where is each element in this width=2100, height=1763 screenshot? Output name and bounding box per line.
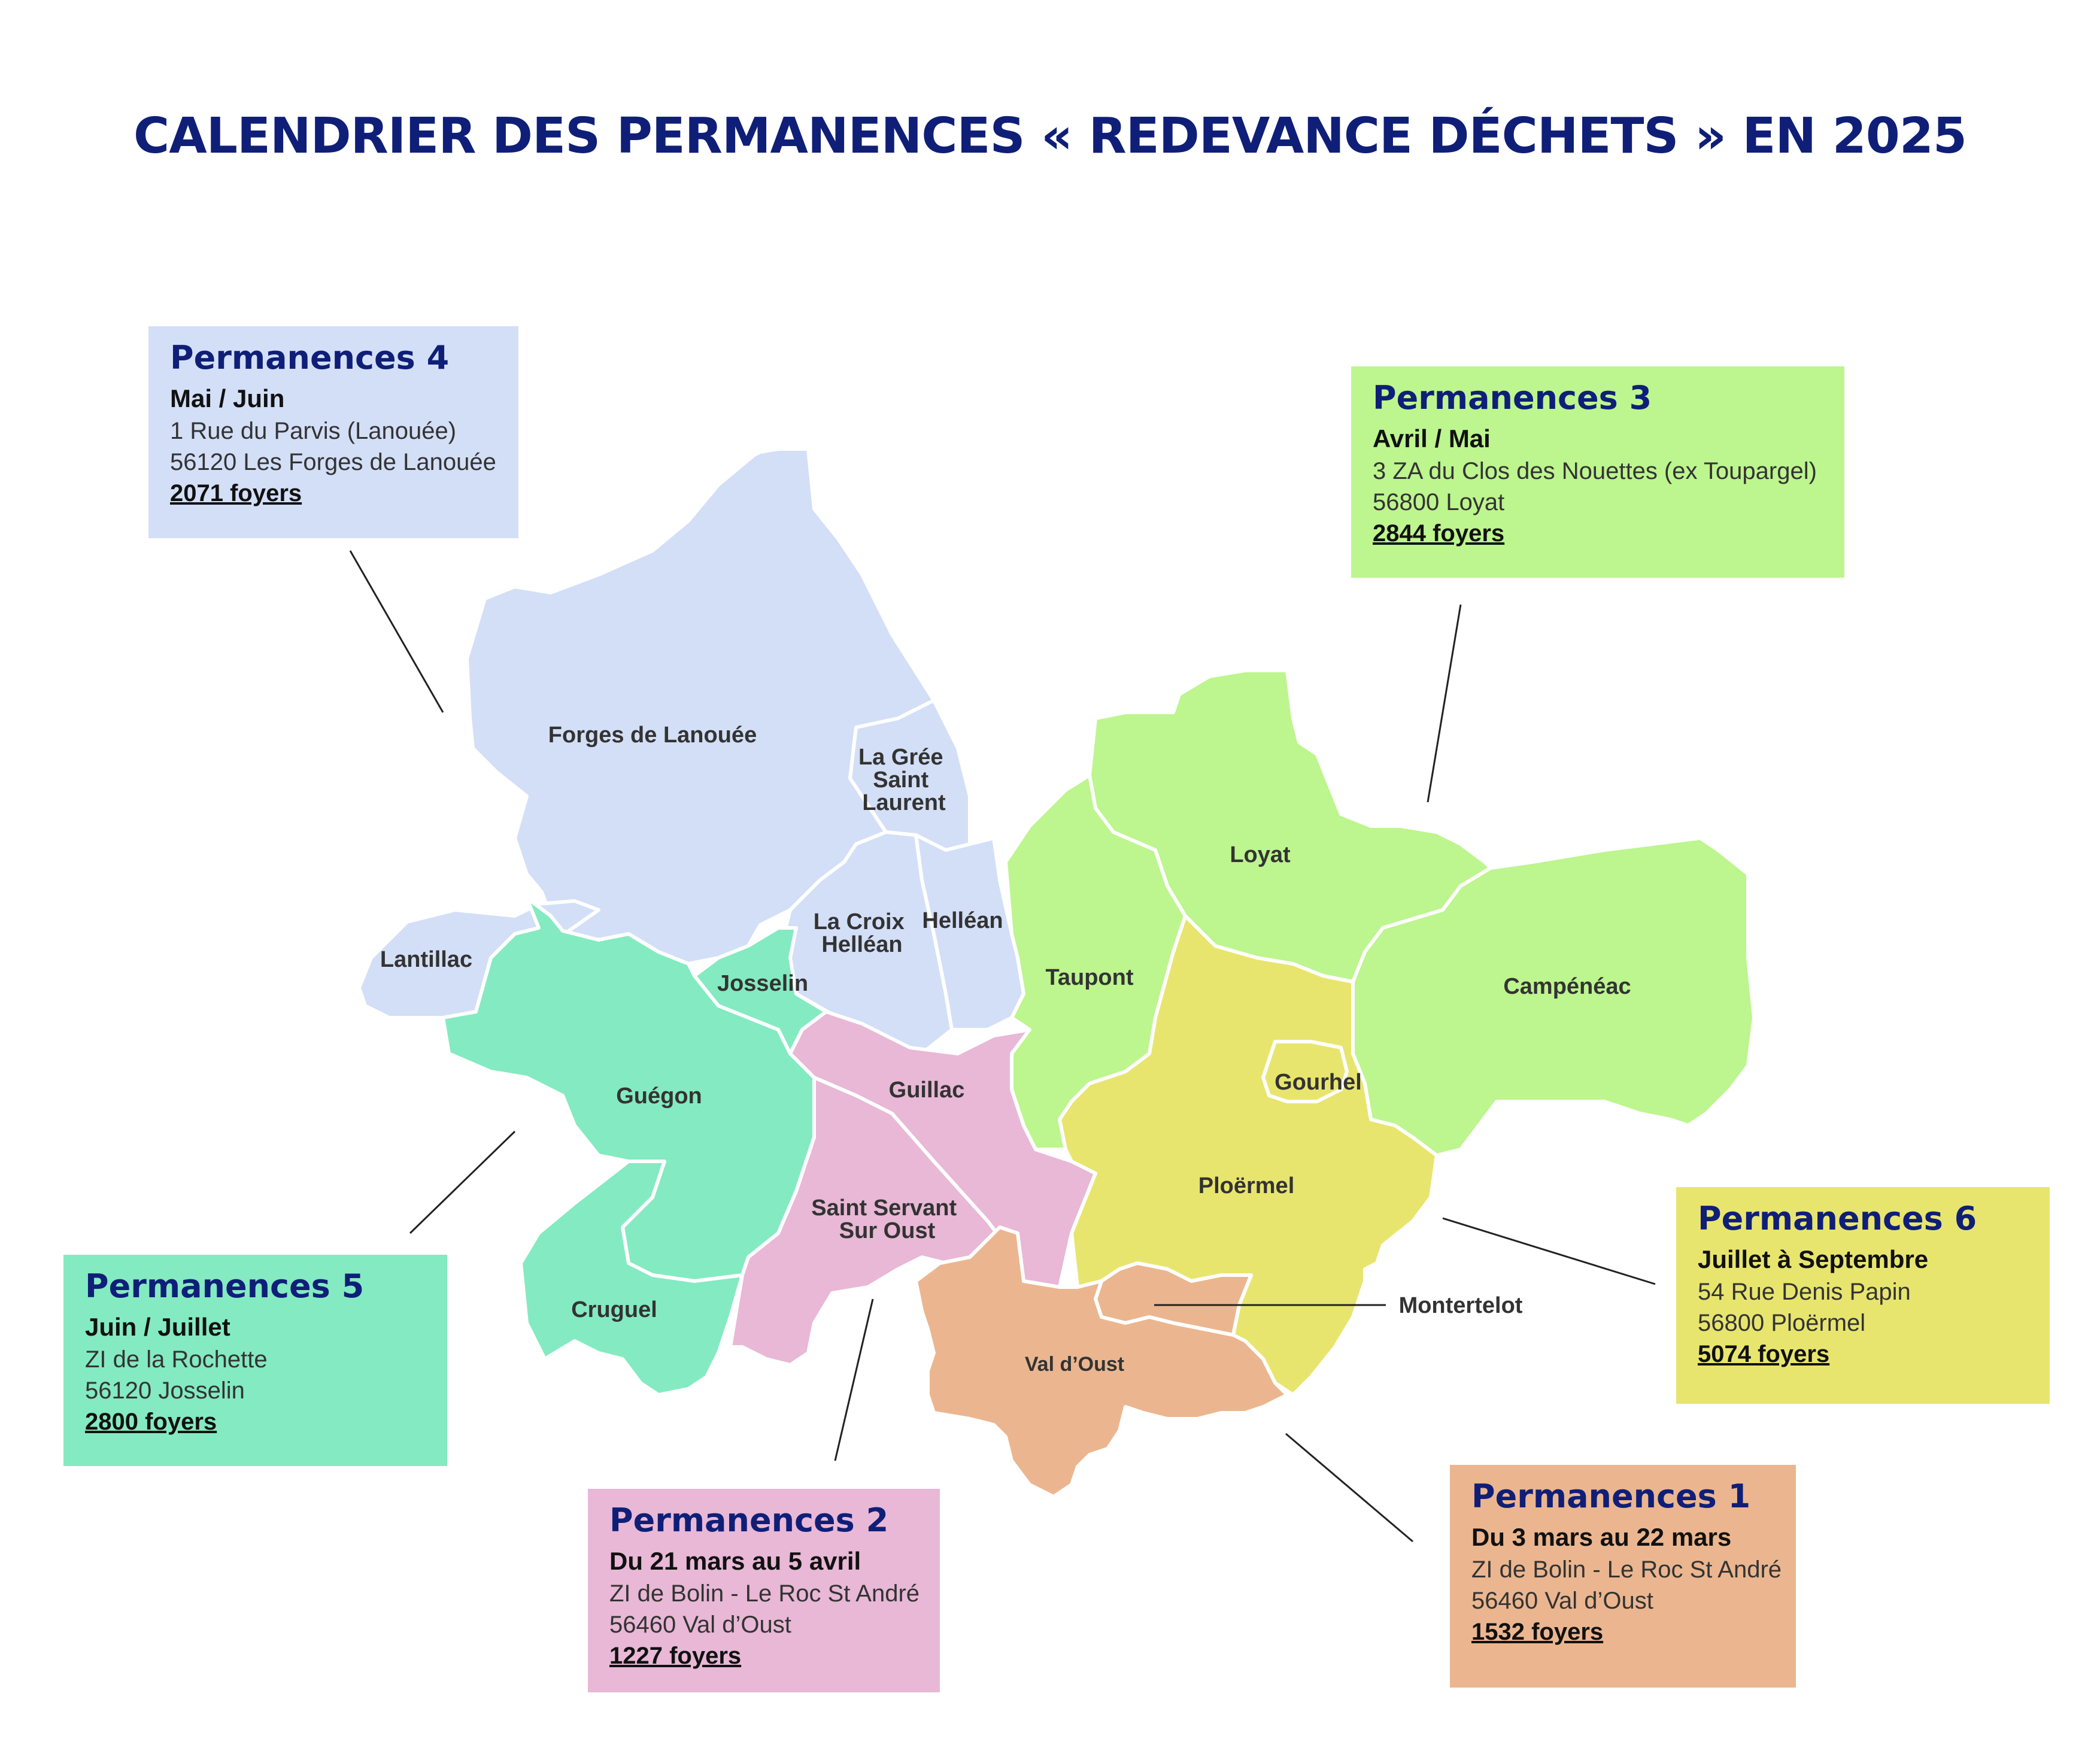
- label-la-croix-line2: Helléan: [821, 932, 903, 957]
- label-la-croix-line1: La Croix: [813, 909, 905, 934]
- card-period: Avril / Mai: [1373, 424, 1491, 453]
- label-cruguel: Cruguel: [571, 1297, 657, 1322]
- card-address-line1: ZI de la Rochette: [85, 1346, 268, 1373]
- card-address-line2: 56460 Val d’Oust: [1471, 1587, 1653, 1614]
- card-title: Permanences 1: [1471, 1477, 1751, 1515]
- card-title: Permanences 3: [1373, 379, 1652, 417]
- label-val-doust: Val d’Oust: [1024, 1353, 1125, 1376]
- card-period: Juillet à Septembre: [1698, 1245, 1929, 1274]
- card-foyers: 2071 foyers: [170, 480, 302, 506]
- card-address-line1: 1 Rue du Parvis (Lanouée): [170, 417, 457, 444]
- card-permanences-6: [1676, 1187, 2050, 1404]
- card-foyers: 1532 foyers: [1471, 1618, 1604, 1645]
- card-address-line2: 56120 Josselin: [85, 1377, 245, 1404]
- leader-line-p5: [410, 1131, 515, 1233]
- label-guegon: Guégon: [616, 1084, 702, 1109]
- label-campeneac: Campénéac: [1503, 974, 1631, 999]
- leader-line-p1: [1286, 1434, 1413, 1542]
- label-la-croix-helleans: [814, 909, 911, 957]
- label-josselin: Josselin: [717, 971, 809, 996]
- page-title: CALENDRIER DES PERMANENCES « REDEVANCE DÉCHETS » EN 2025: [133, 108, 1967, 165]
- card-address-line2: 56460 Val d’Oust: [609, 1611, 791, 1638]
- card-address-line2: 56800 Ploërmel: [1698, 1309, 1866, 1336]
- label-saint-servant-line2: Sur Oust: [839, 1218, 936, 1243]
- card-title: Permanences 6: [1698, 1200, 1977, 1237]
- card-foyers: 1227 foyers: [609, 1642, 742, 1669]
- label-la-gree-line2: Saint: [873, 767, 929, 793]
- label-gourhel: Gourhel: [1274, 1070, 1362, 1095]
- card-period: Juin / Juillet: [85, 1313, 230, 1342]
- card-foyers: 5074 foyers: [1698, 1340, 1830, 1367]
- card-permanences-1: [1450, 1465, 1796, 1688]
- card-foyers: 2800 foyers: [85, 1408, 217, 1435]
- card-address-line2: 56800 Loyat: [1373, 488, 1505, 515]
- card-foyers: 2844 foyers: [1373, 520, 1505, 547]
- card-address-line1: 3 ZA du Clos des Nouettes (ex Toupargel): [1373, 457, 1817, 484]
- label-lantillac: Lantillac: [380, 947, 473, 972]
- leader-line-p2: [835, 1299, 873, 1461]
- card-address-line1: ZI de Bolin - Le Roc St André: [609, 1580, 920, 1607]
- label-saint-servant-line1: Saint Servant: [811, 1195, 957, 1221]
- card-permanences-2: [588, 1489, 940, 1692]
- label-montertelot: Montertelot: [1398, 1293, 1523, 1318]
- card-address-line2: 56120 Les Forges de Lanouée: [170, 448, 496, 475]
- label-loyat: Loyat: [1230, 842, 1291, 867]
- leader-line-p6: [1443, 1218, 1655, 1284]
- card-permanences-3: [1351, 366, 1844, 578]
- label-helleans: Helléan: [922, 908, 1003, 933]
- card-address-line1: ZI de Bolin - Le Roc St André: [1471, 1556, 1782, 1583]
- label-guillac: Guillac: [888, 1078, 965, 1103]
- label-la-gree-line1: La Grée: [858, 745, 943, 770]
- label-forges-de-lanouee: Forges de Lanouée: [548, 723, 757, 748]
- card-address-line1: 54 Rue Denis Papin: [1698, 1278, 1911, 1305]
- card-period: Du 21 mars au 5 avril: [609, 1547, 861, 1576]
- label-la-gree-line3: Laurent: [862, 790, 946, 815]
- card-permanences-5: [63, 1255, 447, 1466]
- label-taupont: Taupont: [1045, 965, 1134, 990]
- leader-line-p3: [1428, 605, 1461, 802]
- card-title: Permanences 5: [85, 1267, 365, 1305]
- card-period: Mai / Juin: [170, 384, 285, 413]
- card-title: Permanences 2: [609, 1501, 889, 1539]
- card-permanences-4: [148, 326, 518, 538]
- label-ploermel: Ploërmel: [1198, 1173, 1295, 1198]
- leader-line-p4: [350, 551, 443, 712]
- card-title: Permanences 4: [170, 339, 450, 377]
- card-period: Du 3 mars au 22 mars: [1471, 1523, 1732, 1552]
